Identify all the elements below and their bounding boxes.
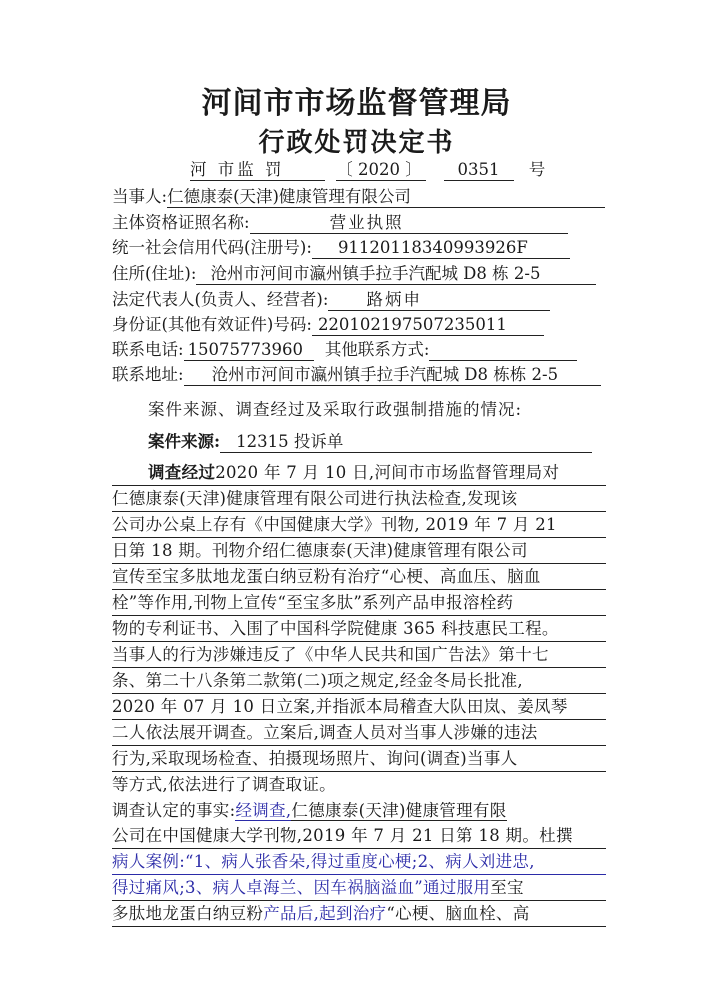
doc-no-suffix: 号 <box>528 160 546 179</box>
facts-line: 得过痛风;3、病人卓海兰、因车祸脑溢血”通过服用至宝 <box>112 875 606 901</box>
case-intro: 案件来源、调查经过及采取行政强制措施的情况: <box>148 400 523 419</box>
case-source-label: 案件来源: <box>148 432 221 451</box>
representative-value: 路炳申 <box>328 290 550 311</box>
representative-label: 法定代表人(负责人、经营者): <box>112 290 329 309</box>
doc-no-year: 〔 2020 〕 <box>336 160 426 181</box>
investigation-paragraph <box>112 460 606 797</box>
phone-row <box>112 340 577 361</box>
investigation-label: 调查经过 <box>148 463 216 482</box>
facts-line: 调查认定的事实:经调查,仁德康泰(天津)健康管理有限 <box>112 801 507 820</box>
investigation-line: 栓”等作用,刊物上宣传“至宝多肽”系列产品申报溶栓药 <box>112 590 606 616</box>
address-row <box>112 264 596 285</box>
case-source-value: 12315 投诉单 <box>220 432 592 453</box>
investigation-line: 日第 18 期。刊物介绍仁德康泰(天津)健康管理有限公司 <box>112 538 606 564</box>
investigation-line: 行为,采取现场检查、拍摄现场照片、询问(调查)当事人 <box>112 746 606 772</box>
investigation-line: 条、第二十八条第二款第(二)项之规定,经金冬局长批准, <box>112 668 606 694</box>
facts-paragraph <box>112 798 606 927</box>
address-value: 沧州市河间市瀛州镇手拉手汽配城 D8 栋 2-5 <box>196 264 596 285</box>
contact-address-label: 联系地址: <box>112 365 184 384</box>
id-row <box>112 315 544 336</box>
phone-label: 联系电话: <box>112 340 184 359</box>
facts-line: 多肽地龙蛋白纳豆粉产品后,起到治疗“心梗、脑血栓、高 <box>112 901 606 927</box>
phone-value: 15075773960 <box>184 340 314 361</box>
doc-no-number: 0351 <box>444 160 514 181</box>
facts-line: 公司在中国健康大学刊物,2019 年 7 月 21 日第 18 期。杜撰 <box>112 823 606 849</box>
facts-label: 调查认定的事实: <box>112 801 236 820</box>
other-contact-label: 其他联系方式: <box>324 340 430 359</box>
credit-code-row <box>112 238 570 259</box>
investigation-line: 当事人的行为涉嫌违反了《中华人民共和国广告法》第十七 <box>112 642 606 668</box>
page-subtitle: 行政处罚决定书 <box>258 128 455 158</box>
address-label: 住所(住址): <box>112 264 197 283</box>
case-source-row <box>148 432 592 453</box>
party-row <box>112 187 605 208</box>
investigation-line: 2020 年 07 月 10 日立案,并指派本局稽查大队田岚、姜凤琴 <box>112 694 606 720</box>
investigation-line: 等方式,依法进行了调查取证。 <box>112 772 606 797</box>
qualification-value: 营业执照 <box>250 213 568 234</box>
doc-no-prefix: 河 市监 罚 <box>190 160 325 181</box>
credit-code-label: 统一社会信用代码(注册号): <box>112 238 312 257</box>
page-title: 河间市市场监督管理局 <box>201 86 512 121</box>
investigation-line: 宣传至宝多肽地龙蛋白纳豆粉有治疗“心梗、高血压、脑血 <box>112 564 606 590</box>
investigation-line: 二人依法展开调查。立案后,调查人员对当事人涉嫌的违法 <box>112 720 606 746</box>
party-value: 仁德康泰(天津)健康管理有限公司 <box>167 187 605 208</box>
credit-code-value: 91120118340993926F <box>312 238 570 259</box>
representative-row <box>112 290 550 311</box>
contact-address-value: 沧州市河间市瀛州镇手拉手汽配城 D8 栋栋 2-5 <box>184 365 601 386</box>
document-number <box>190 160 545 181</box>
id-label: 身份证(其他有效证件)号码: <box>112 315 312 334</box>
party-label: 当事人: <box>112 187 168 206</box>
qualification-row <box>112 213 568 234</box>
other-contact-value <box>429 340 577 361</box>
investigation-line: 公司办公桌上存有《中国健康大学》刊物, 2019 年 7 月 21 <box>112 512 606 538</box>
investigation-line: 仁德康泰(天津)健康管理有限公司进行执法检查,发现该 <box>112 486 606 512</box>
investigation-line: 调查经过2020 年 7 月 10 日,河间市市场监督管理局对 <box>112 460 606 486</box>
contact-address-row <box>112 365 601 386</box>
facts-line: 病人案例:“1、病人张香朵,得过重度心梗;2、病人刘进忠, <box>112 849 606 875</box>
investigation-line: 物的专利证书、入围了中国科学院健康 365 科技惠民工程。 <box>112 616 606 642</box>
id-value: 220102197507235011 <box>312 315 544 336</box>
qualification-label: 主体资格证照名称: <box>112 213 250 232</box>
